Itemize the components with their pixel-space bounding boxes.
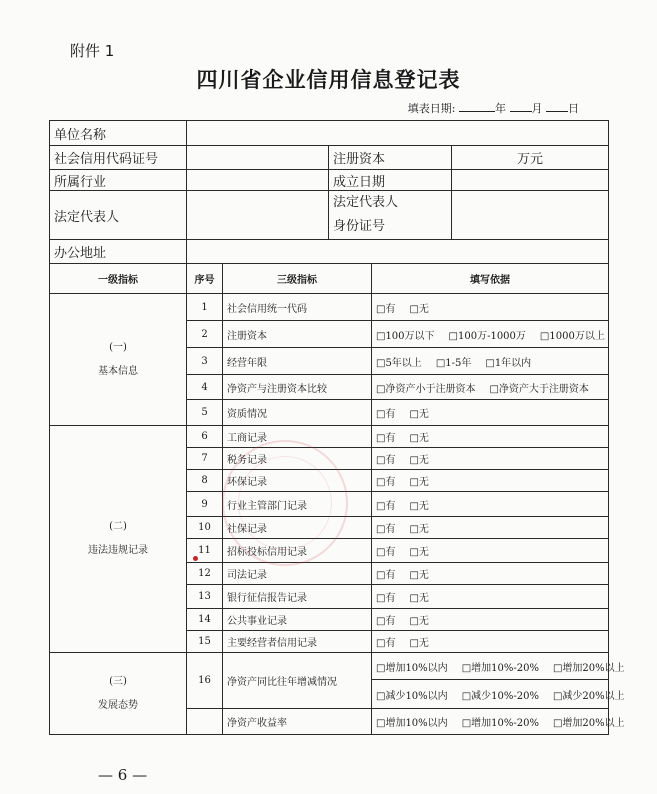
established-date-field[interactable] (452, 170, 609, 191)
checkbox-option[interactable]: □有 (376, 477, 396, 488)
checkbox-option[interactable]: □有 (376, 433, 396, 444)
checkbox-option[interactable]: □有 (376, 500, 396, 512)
header-basis: 填写依据 (372, 264, 609, 294)
month-label: 月 (531, 102, 543, 115)
basis-options (372, 653, 625, 680)
row-seq: 14 (187, 609, 223, 631)
capital-unit: 万元 (517, 152, 544, 167)
checkbox-option[interactable]: □增加10%-20% (461, 662, 539, 674)
checkbox-option[interactable]: □5年以上 (376, 357, 422, 369)
category-name: 发展态势 (98, 699, 138, 711)
row-indicator: 主要经营者信用记录 (223, 631, 372, 653)
category-number: (三) (109, 675, 127, 687)
fill-date (408, 100, 579, 116)
row-indicator: 社保记录 (223, 517, 372, 539)
legal-rep-id-label-line2: 身份证号 (333, 219, 386, 234)
row-indicator: 税务记录 (223, 448, 372, 470)
category-name: 基本信息 (98, 365, 138, 377)
category-name: 违法违规记录 (88, 545, 148, 556)
checkbox-option[interactable]: □增加10%以内 (376, 718, 448, 729)
category-cell (50, 426, 187, 653)
basis-options (372, 426, 609, 448)
indicator-row (50, 426, 609, 448)
basis-options (372, 400, 609, 426)
checkbox-option[interactable]: □有 (376, 303, 396, 315)
checkbox-option[interactable]: □无 (409, 570, 429, 581)
basis-options (372, 585, 609, 609)
row-seq: 4 (187, 375, 223, 400)
legal-rep-field[interactable] (187, 191, 329, 240)
category-cell (50, 294, 187, 426)
row-seq: 7 (187, 448, 223, 470)
unit-name-label: 单位名称 (50, 121, 187, 146)
row-indicator: 司法记录 (223, 563, 372, 585)
row-seq: 1 (187, 294, 223, 321)
checkbox-option[interactable]: □无 (409, 616, 429, 627)
header-seq: 序号 (187, 264, 223, 294)
credit-code-label: 社会信用代码证号 (50, 146, 187, 170)
established-date-label: 成立日期 (329, 170, 452, 191)
checkbox-option[interactable]: □1年以内 (485, 357, 532, 369)
row-seq: 11 (187, 539, 223, 563)
row-indicator: 行业主管部门记录 (223, 492, 372, 517)
basis-options (372, 539, 609, 563)
row-indicator: 资质情况 (223, 400, 372, 426)
basis-options (372, 517, 609, 539)
year-blank[interactable] (459, 101, 495, 112)
day-blank[interactable] (546, 101, 568, 112)
form-title: 四川省企业信用信息登记表 (196, 68, 461, 92)
year-label: 年 (495, 102, 506, 115)
row-indicator: 注册资本 (223, 321, 372, 348)
basis-options (372, 709, 625, 735)
basis-options (372, 448, 609, 470)
basis-options (372, 563, 609, 585)
checkbox-option[interactable]: □无 (409, 477, 429, 488)
checkbox-option[interactable]: □减少20%以上 (552, 690, 625, 702)
checkbox-option[interactable]: □净资产大于注册资本 (489, 383, 589, 395)
legal-rep-id-label (329, 191, 452, 240)
checkbox-option[interactable]: □无 (409, 547, 429, 558)
checkbox-option[interactable]: □增加10%以内 (376, 662, 448, 674)
row-indicator: 招标投标信用记录 (223, 539, 372, 563)
checkbox-option[interactable]: □无 (409, 433, 429, 444)
checkbox-option[interactable]: □有 (376, 547, 396, 558)
row-seq (187, 709, 223, 735)
checkbox-option[interactable]: □无 (409, 500, 429, 512)
checkbox-option[interactable]: □无 (409, 524, 429, 535)
credit-code-field[interactable] (187, 146, 329, 170)
day-label: 日 (568, 102, 579, 115)
basis-options (372, 321, 609, 348)
indicator-row (50, 653, 609, 680)
checkbox-option[interactable]: □增加20%以上 (552, 718, 625, 729)
checkbox-option[interactable]: □无 (409, 455, 429, 466)
legal-rep-label: 法定代表人 (50, 191, 187, 240)
checkbox-option[interactable]: □增加10%-20% (461, 718, 539, 729)
basis-options (372, 631, 609, 653)
row-seq: 10 (187, 517, 223, 539)
row-seq: 13 (187, 585, 223, 609)
checkbox-option[interactable]: □无 (409, 303, 429, 315)
checkbox-option[interactable]: □净资产小于注册资本 (376, 383, 476, 395)
credit-registration-table (49, 120, 625, 735)
checkbox-option[interactable]: □无 (409, 593, 429, 604)
checkbox-option[interactable]: □无 (409, 638, 429, 649)
registered-capital-field[interactable] (452, 146, 609, 170)
checkbox-option[interactable]: □有 (376, 593, 396, 604)
checkbox-option[interactable]: □有 (376, 570, 396, 581)
checkbox-option[interactable]: □1-5年 (435, 357, 472, 369)
checkbox-option[interactable]: □增加20%以上 (552, 662, 625, 674)
legal-rep-id-label-line1: 法定代表人 (333, 195, 399, 210)
row-seq: 2 (187, 321, 223, 348)
checkbox-option[interactable]: □有 (376, 409, 396, 420)
month-blank[interactable] (510, 101, 532, 112)
row-seq: 6 (187, 426, 223, 448)
category-number: (一) (109, 341, 127, 353)
row-seq: 15 (187, 631, 223, 653)
row-indicator: 净资产与注册资本比较 (223, 375, 372, 400)
row-seq: 16 (187, 653, 223, 709)
category-cell (50, 653, 187, 735)
checkbox-option[interactable]: □100万以下 (376, 330, 435, 342)
page-number: — 6 — (98, 766, 148, 784)
checkbox-option[interactable]: □减少10%-20% (461, 690, 539, 702)
registered-capital-label: 注册资本 (329, 146, 452, 170)
basis-options (372, 609, 609, 631)
row-indicator: 工商记录 (223, 426, 372, 448)
row-seq: 9 (187, 492, 223, 517)
row-indicator: 净资产同比往年增减情况 (223, 653, 372, 709)
checkbox-option[interactable]: □无 (409, 409, 429, 420)
row-indicator: 社会信用统一代码 (223, 294, 372, 321)
row-indicator: 公共事业记录 (223, 609, 372, 631)
basis-options (372, 294, 609, 321)
checkbox-option[interactable]: □100万-1000万 (448, 330, 526, 342)
category-number: (二) (109, 521, 127, 532)
checkbox-option[interactable]: □有 (376, 638, 396, 649)
row-indicator: 银行征信报告记录 (223, 585, 372, 609)
checkbox-option[interactable]: □有 (376, 524, 396, 535)
header-level3: 三级指标 (223, 264, 372, 294)
header-level1: 一级指标 (50, 264, 187, 294)
checkbox-option[interactable]: □有 (376, 455, 396, 466)
row-seq: 8 (187, 470, 223, 492)
row-indicator: 经营年限 (223, 348, 372, 375)
checkbox-option[interactable]: □有 (376, 616, 396, 627)
row-indicator: 净资产收益率 (223, 709, 372, 735)
basis-options (372, 348, 609, 375)
fill-date-label: 填表日期: (407, 102, 456, 115)
industry-label: 所属行业 (50, 170, 187, 191)
row-indicator: 环保记录 (223, 470, 372, 492)
industry-field[interactable] (187, 170, 329, 191)
basis-options (372, 470, 609, 492)
office-address-field[interactable] (187, 240, 609, 264)
indicator-row (50, 294, 609, 321)
row-seq: 5 (187, 400, 223, 426)
red-ink-mark (193, 556, 198, 561)
basis-options (372, 375, 609, 400)
checkbox-option[interactable]: □减少10%以内 (376, 690, 448, 702)
legal-rep-id-field[interactable] (452, 191, 609, 240)
unit-name-field[interactable] (187, 121, 609, 146)
row-seq: 12 (187, 563, 223, 585)
basis-options (372, 492, 609, 517)
basis-options (372, 680, 625, 709)
annex-label: 附件 1 (70, 42, 115, 60)
checkbox-option[interactable]: □1000万以上 (539, 330, 605, 342)
office-address-label: 办公地址 (50, 240, 187, 264)
row-seq: 3 (187, 348, 223, 375)
